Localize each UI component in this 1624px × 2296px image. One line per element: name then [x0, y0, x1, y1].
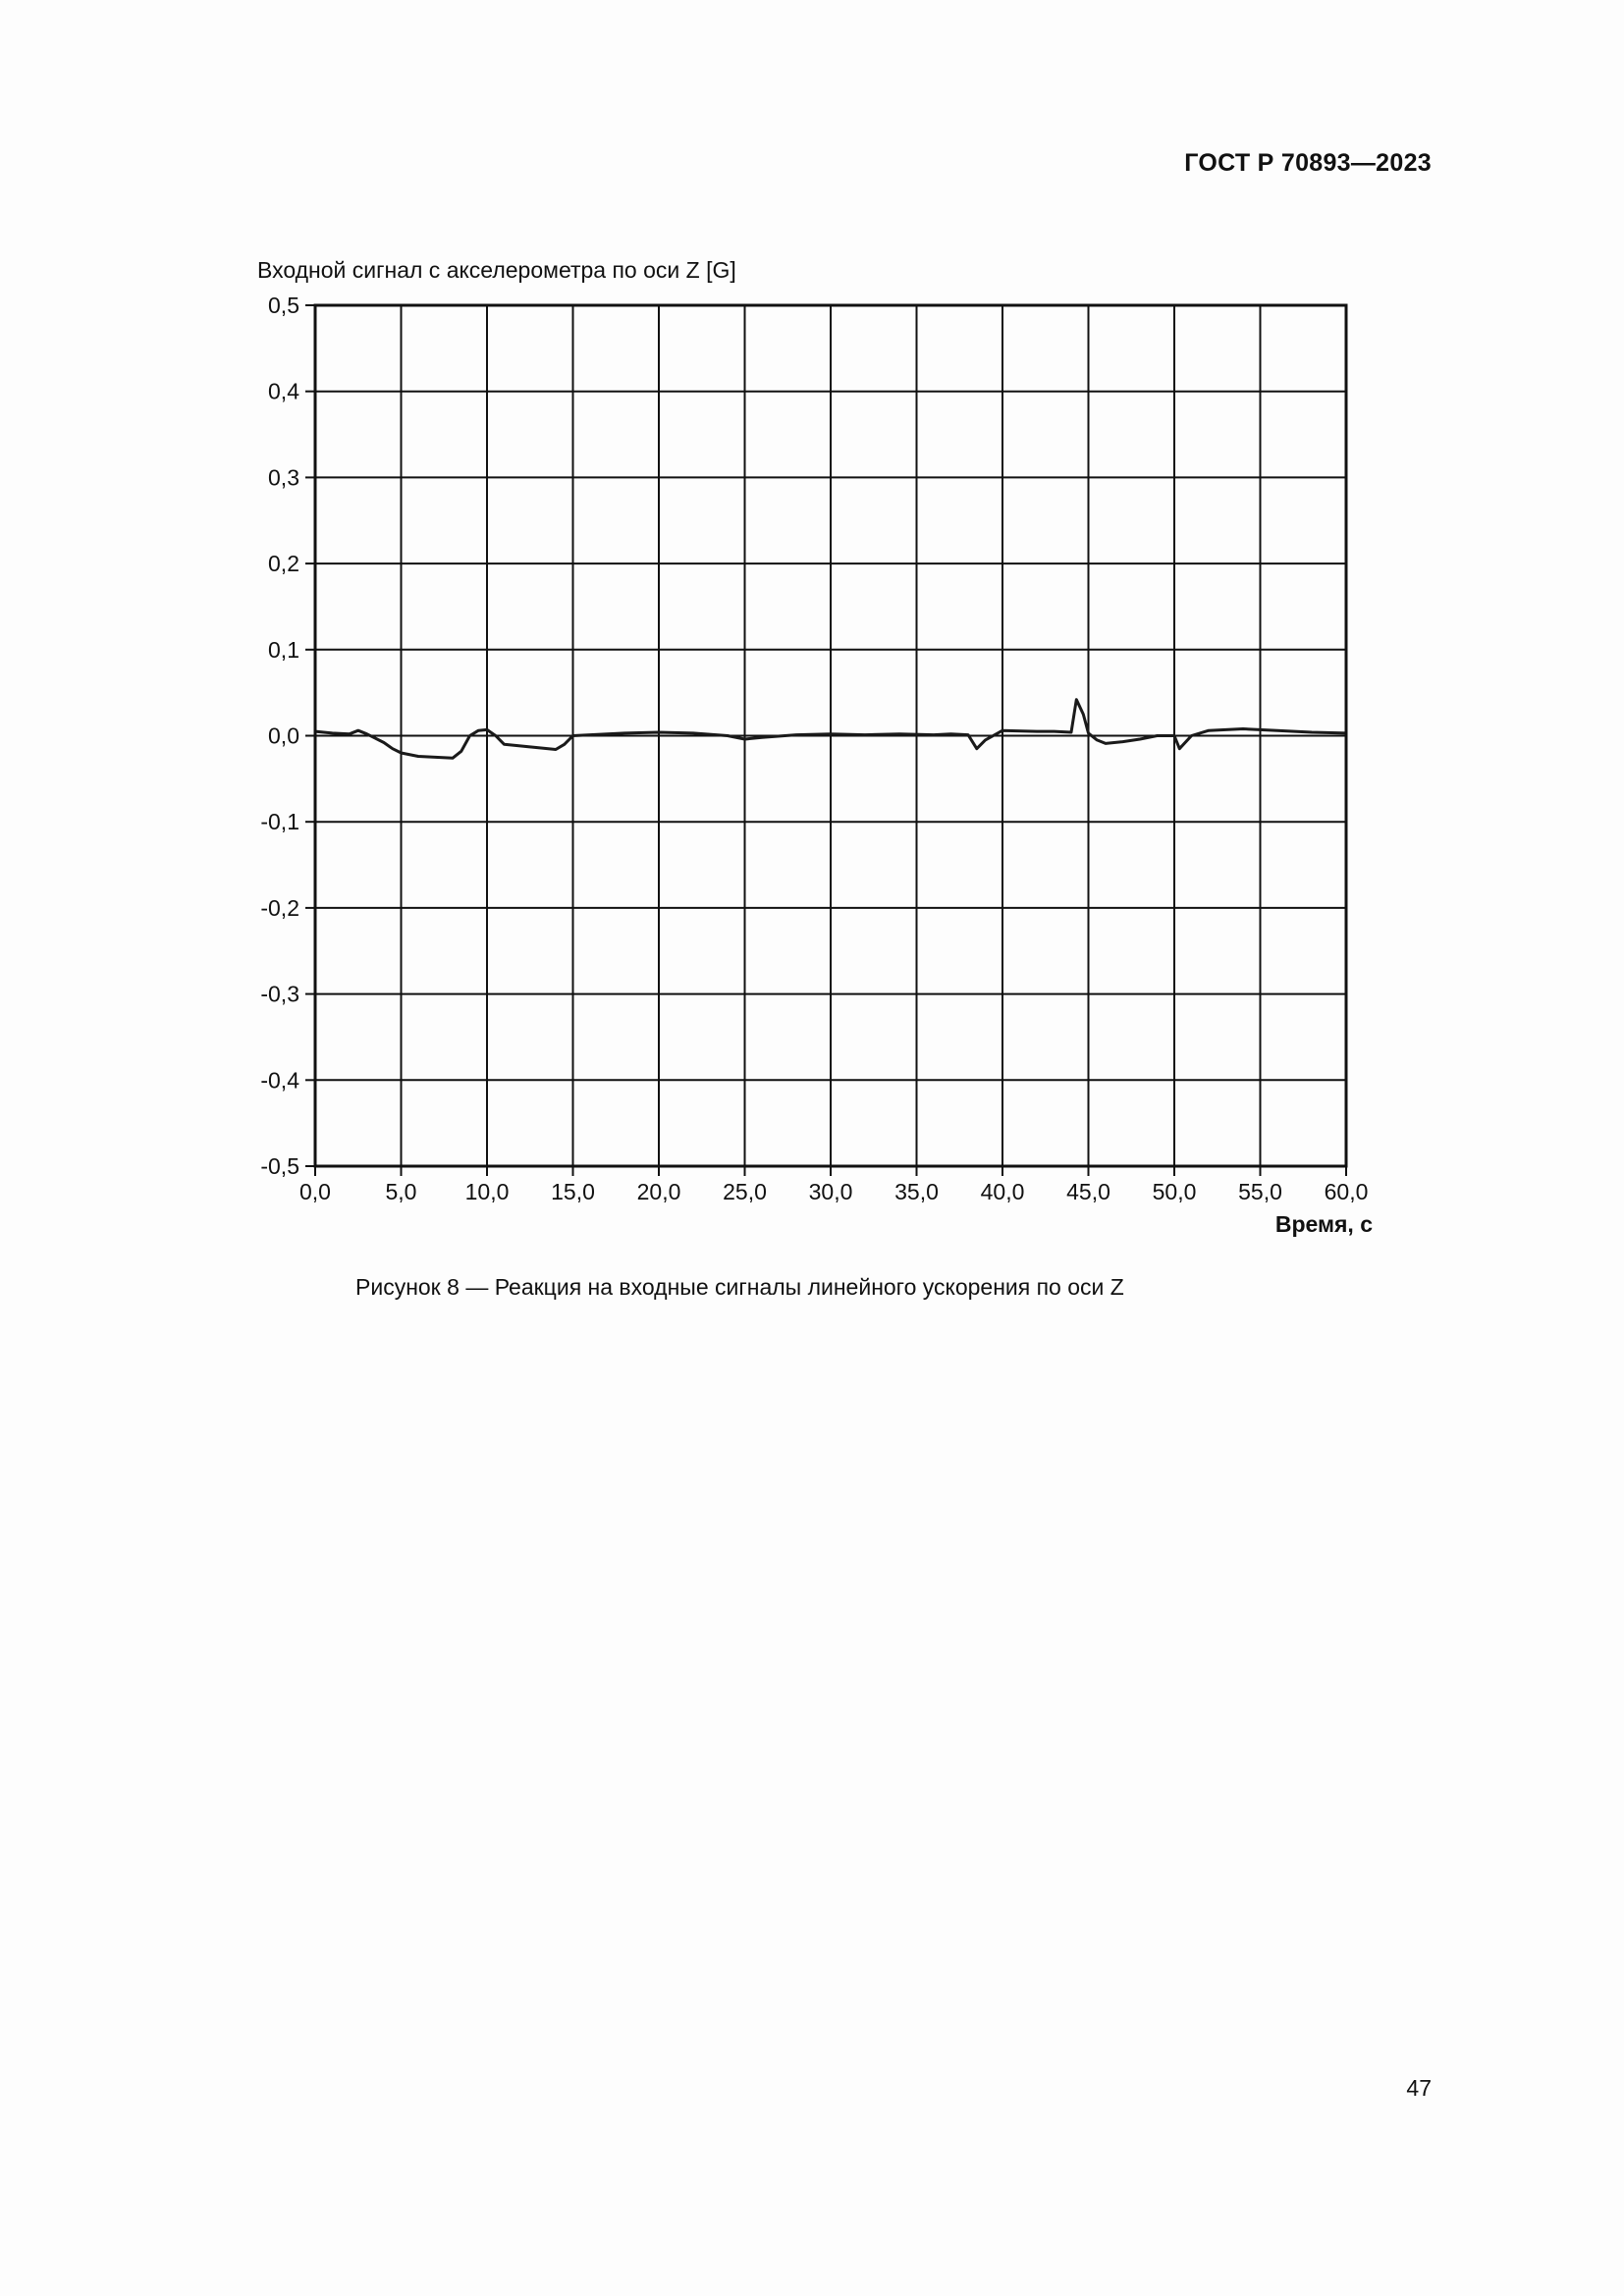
y-tick-label: 0,4	[268, 378, 299, 404]
y-tick-label: 0,1	[268, 636, 299, 663]
x-tick-label: 25,0	[723, 1179, 767, 1204]
y-tick-label: 0,0	[268, 722, 299, 749]
x-tick-label: 35,0	[894, 1179, 939, 1204]
x-tick-label: 50,0	[1152, 1179, 1197, 1204]
chart-title: Входной сигнал с акселерометра по оси Z [G]	[257, 257, 736, 283]
x-axis-label: Время, с	[1274, 1211, 1373, 1237]
y-tick-label: -0,1	[260, 809, 299, 835]
page-number: 47	[1406, 2075, 1432, 2101]
x-tick-label: 20,0	[636, 1179, 681, 1204]
y-tick-label: 0,5	[268, 293, 299, 318]
y-axis-ticks	[260, 293, 315, 1179]
y-tick-label: -0,2	[260, 894, 299, 921]
x-tick-label: 40,0	[980, 1179, 1025, 1204]
x-tick-label: 30,0	[808, 1179, 853, 1204]
x-tick-label: 60,0	[1324, 1179, 1369, 1204]
x-axis-ticks	[299, 1166, 1368, 1204]
document-code: ГОСТ Р 70893—2023	[1184, 149, 1432, 177]
y-tick-label: -0,3	[260, 981, 299, 1007]
y-tick-label: 0,2	[268, 551, 299, 577]
x-tick-label: 55,0	[1238, 1179, 1282, 1204]
figure-caption: Рисунок 8 — Реакция на входные сигналы линейного ускорения по оси Z	[355, 1274, 1124, 1300]
y-tick-label: -0,4	[260, 1067, 299, 1094]
x-tick-label: 0,0	[299, 1179, 331, 1204]
y-tick-label: -0,5	[260, 1153, 299, 1179]
x-tick-label: 15,0	[551, 1179, 595, 1204]
x-tick-label: 5,0	[385, 1179, 417, 1204]
x-tick-label: 10,0	[464, 1179, 510, 1204]
y-tick-label: 0,3	[268, 464, 299, 491]
x-tick-label: 45,0	[1066, 1179, 1110, 1204]
